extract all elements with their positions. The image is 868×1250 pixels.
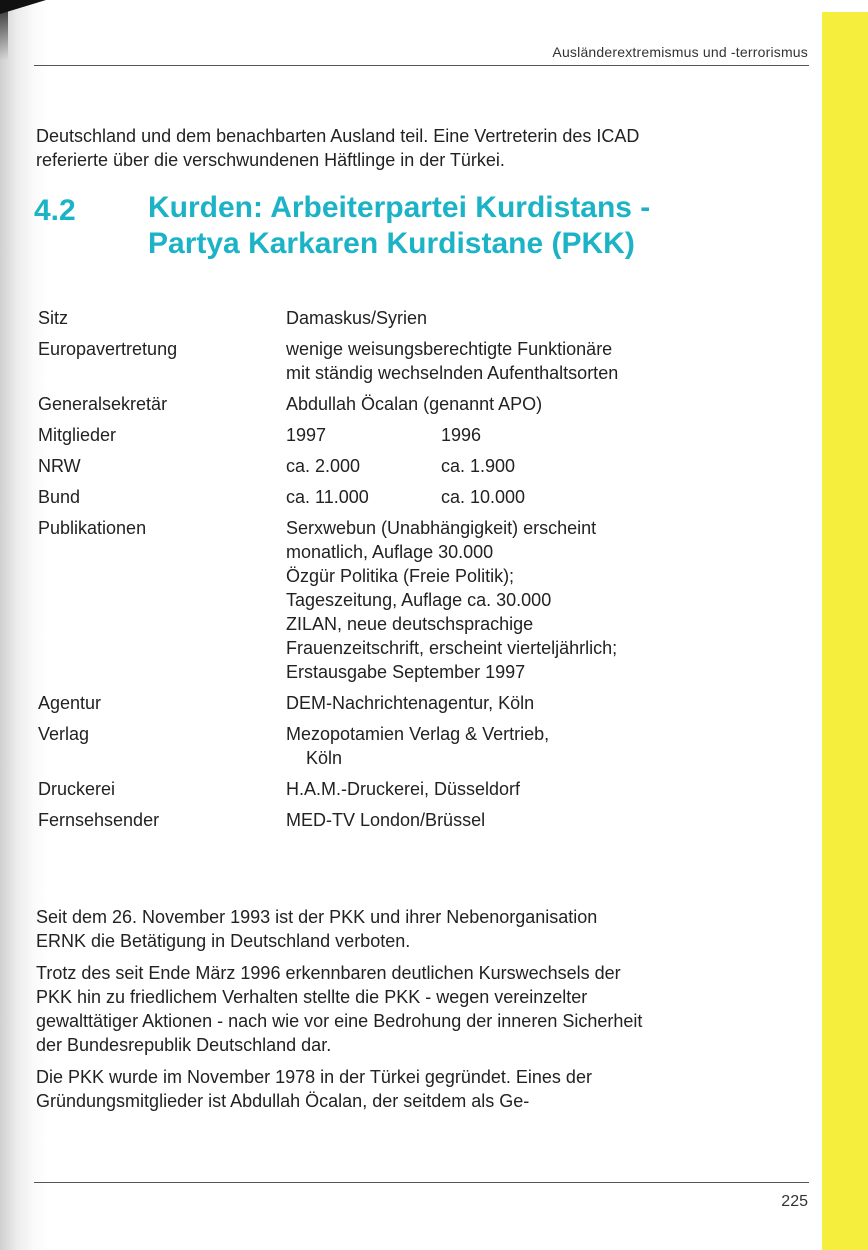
- value-1997: ca. 11.000: [286, 487, 369, 507]
- fact-value: [286, 516, 626, 684]
- fact-table: [38, 306, 638, 839]
- fact-label: Agentur: [38, 693, 102, 713]
- fact-row-verlag: [38, 722, 638, 770]
- fact-label: Generalsekretär: [38, 394, 168, 414]
- running-head: Ausländerextremismus und -terrorismus: [552, 44, 808, 60]
- publication-zilan: ZILAN, neue deutschsprachige Frauenzeitschrift, erscheint vierteljährlich; Erstausgabe September 1997: [286, 614, 618, 682]
- fact-label: NRW: [38, 456, 81, 476]
- fact-row-mitglieder: [38, 423, 638, 447]
- fact-row-sitz: [38, 306, 638, 330]
- section-number: 4.2: [34, 194, 76, 227]
- body-text: [36, 905, 646, 1121]
- intro-paragraph: Deutschland und dem benachbarten Ausland teil. Eine Vertreterin des ICAD referierte über die verschwundenen Häftlinge in der Türkei.: [36, 126, 640, 170]
- value-pair: [286, 454, 626, 478]
- fact-row-publikationen: [38, 516, 638, 684]
- value-1996: ca. 10.000: [441, 487, 526, 507]
- section-title: Kurden: Arbeiterpartei Kurdistans - Partya Karkaren Kurdistane (PKK): [148, 191, 651, 260]
- fact-value: Damaskus/Syrien: [286, 308, 428, 328]
- fact-value: MED-TV London/Brüssel: [286, 810, 486, 830]
- paragraph: Seit dem 26. November 1993 ist der PKK und ihrer Nebenorganisation ERNK die Betätigung in Deutschland verboten.: [36, 907, 598, 951]
- fact-value: wenige weisungsberechtigte Funktionäre mit ständig wechselnden Aufenthaltsorten: [286, 339, 619, 383]
- publication-oezguer-politika: Özgür Politika (Freie Politik); Tageszeitung, Auflage ca. 30.000: [286, 566, 552, 610]
- fact-value: DEM-Nachrichtenagentur, Köln: [286, 693, 535, 713]
- verlag-city: Köln: [306, 748, 343, 768]
- fact-row-europa: [38, 337, 638, 385]
- fact-row-druckerei: [38, 777, 638, 801]
- fact-label: Mitglieder: [38, 425, 117, 445]
- year-1996: 1996: [441, 425, 482, 445]
- fact-row-nrw: [38, 454, 638, 478]
- fact-label: Fernsehsender: [38, 810, 160, 830]
- year-pair: [286, 423, 626, 447]
- value-1997: ca. 2.000: [286, 456, 361, 476]
- fact-value: H.A.M.-Druckerei, Düsseldorf: [286, 779, 521, 799]
- footer-rule: [34, 1182, 809, 1183]
- year-1997: 1997: [286, 425, 327, 445]
- fact-value: [286, 722, 626, 770]
- value-pair: [286, 485, 626, 509]
- value-1996: ca. 1.900: [441, 456, 516, 476]
- fact-label: Verlag: [38, 724, 90, 744]
- fact-row-bund: [38, 485, 638, 509]
- fact-row-generalsekretaer: [38, 392, 638, 416]
- fact-label: Sitz: [38, 308, 69, 328]
- fact-row-fernsehsender: [38, 808, 638, 832]
- header-rule: [34, 65, 809, 66]
- page-number: 225: [781, 1193, 808, 1210]
- corner-triangle-mark: [0, 0, 46, 14]
- verlag-name: Mezopotamien Verlag & Vertrieb,: [286, 724, 550, 744]
- yellow-margin-strip: [822, 12, 868, 1250]
- fact-value: Abdullah Öcalan (genannt APO): [286, 394, 543, 414]
- fact-row-agentur: [38, 691, 638, 715]
- fact-label: Bund: [38, 487, 81, 507]
- fact-label: Druckerei: [38, 779, 116, 799]
- fact-label: Publikationen: [38, 518, 147, 538]
- paragraph: Trotz des seit Ende März 1996 erkennbaren deutlichen Kurswechsels der PKK hin zu friedlichem Verhalten stellte die PKK - wegen vereinzelter gewalttätiger Aktionen - nach wie vor eine Bedrohung der inneren Sicherheit der Bundesrepublik Deutschland dar.: [36, 963, 643, 1055]
- publication-serxwebun: Serxwebun (Unabhängigkeit) erscheint monatlich, Auflage 30.000: [286, 518, 597, 562]
- paragraph: Die PKK wurde im November 1978 in der Türkei gegründet. Eines der Gründungsmitglieder ist Abdullah Öcalan, der seitdem als Ge-: [36, 1067, 592, 1111]
- fact-label: Europavertretung: [38, 339, 178, 359]
